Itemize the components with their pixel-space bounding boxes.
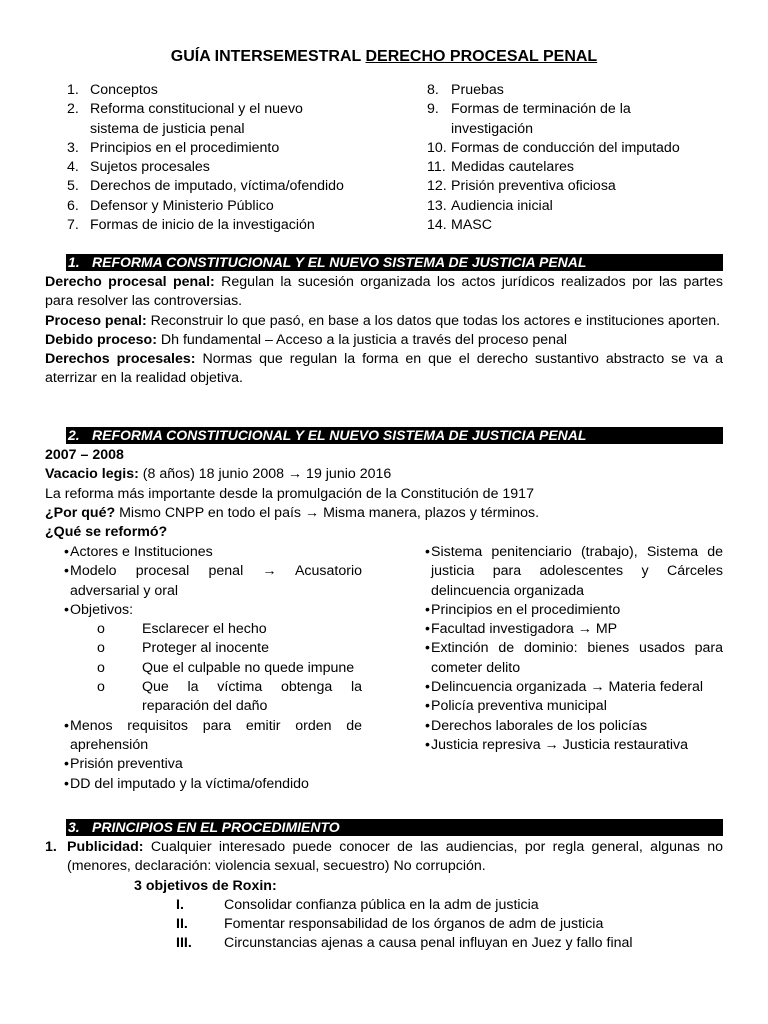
section-3-body (45, 838, 723, 954)
what-reformed: ¿Qué se reformó? (45, 524, 168, 541)
section-2-intro (45, 446, 723, 542)
vacatio: Vacacio legis: (8 años) 18 junio 2008 → 19 junio 2016 (45, 466, 392, 483)
definition: Derechos procesales: Normas que regulan la forma en que el derecho sustantivo abstracto se va a aterrizar en la realidad objetiva. (45, 351, 723, 387)
roman-item: I. Consolidar confianza pública en la adm de justicia (176, 896, 539, 913)
list-item: • Menos requisitos para emitir orden de aprehensión (64, 717, 362, 753)
toc-item: 13. Audiencia inicial (427, 197, 553, 214)
list-item: • Modelo procesal penal → Acusatorio adversarial y oral (64, 563, 362, 599)
reform-list-left (45, 543, 362, 794)
toc-item: 2. Reforma constitucional y el nuevo sistema de justicia penal (67, 101, 303, 137)
list-item: • Extinción de dominio: bienes usados para cometer delito (425, 640, 723, 676)
toc-item: 3. Principios en el procedimiento (67, 139, 280, 156)
toc-item: 1. Conceptos (67, 82, 158, 98)
section-2-heading: 2. REFORMA CONSTITUCIONAL Y EL NUEVO SISTEMA DE JUSTICIA PENAL (66, 427, 723, 444)
why: ¿Por qué? Mismo CNPP en todo el país → Misma manera, plazos y términos. (45, 504, 540, 521)
toc-right (427, 81, 727, 235)
toc-item: 6. Defensor y Ministerio Público (67, 197, 274, 214)
toc-item: 9. Formas de terminación de la investigación (427, 101, 631, 137)
reform-note: La reforma más importante desde la promulgación de la Constitución de 1917 (45, 485, 534, 502)
list-item: • Prisión preventiva (64, 756, 183, 773)
sub-item: o Que el culpable no quede impune (97, 659, 355, 676)
list-item: • Objetivos: (64, 601, 134, 618)
reform-list-right (406, 543, 723, 755)
toc-item: 8. Pruebas (427, 82, 504, 98)
principle-item: 1. Publicidad: Cualquier interesado puede conocer de las audiencias, por regla general, algunas no (menores, declaración: violencia sexual, secuestro) No corrupción. (45, 839, 723, 875)
section-1-heading: 1. REFORMA CONSTITUCIONAL Y EL NUEVO SISTEMA DE JUSTICIA PENAL (66, 254, 723, 271)
roxin-heading: 3 objetivos de Roxin: (134, 877, 277, 894)
years: 2007 – 2008 (45, 447, 124, 463)
roman-item: III. Circunstancias ajenas a causa penal influyan en Juez y fallo final (176, 935, 633, 952)
document-title: GUÍA INTERSEMESTRAL DERECHO PROCESAL PENAL (170, 48, 598, 65)
definition: Proceso penal: Reconstruir lo que pasó, en base a los datos que todas los actores e instituciones aporten. (45, 312, 721, 329)
list-item: • Justicia represiva → Justicia restaurativa (425, 736, 689, 753)
roman-item: II. Fomentar responsabilidad de los órganos de adm de justicia (176, 916, 604, 933)
list-item: • DD del imputado y la víctima/ofendido (64, 775, 309, 792)
toc-item: 7. Formas de inicio de la investigación (67, 217, 315, 234)
toc-left (67, 81, 397, 235)
list-item: • Derechos laborales de los policías (425, 717, 648, 734)
list-item: • Actores e Instituciones (64, 544, 213, 560)
sub-item: o Que la víctima obtenga la reparación del daño (97, 679, 362, 715)
list-item: • Sistema penitenciario (trabajo), Sistema de justicia para adolescentes y Cárceles delincuencia organizada (425, 544, 723, 599)
list-item: • Policía preventiva municipal (425, 698, 607, 715)
section-3-heading: 3. PRINCIPIOS EN EL PROCEDIMIENTO (66, 819, 723, 836)
sub-item: o Esclarecer el hecho (97, 621, 267, 638)
toc-item: 12. Prisión preventiva oficiosa (427, 178, 616, 195)
toc-item: 5. Derechos de imputado, víctima/ofendido (67, 178, 344, 195)
list-item: • Facultad investigadora → MP (425, 621, 618, 638)
list-item: • Principios en el procedimiento (425, 601, 621, 618)
section-1-body (45, 273, 723, 389)
toc-item: 11. Medidas cautelares (427, 159, 575, 176)
sub-item: o Proteger al inocente (97, 640, 269, 657)
definition: Derecho procesal penal: Regulan la sucesión organizada los actos jurídicos realizados por las partes para resolver las controversias. (45, 274, 723, 310)
toc-item: 4. Sujetos procesales (67, 159, 210, 176)
toc-item: 10. Formas de conducción del imputado (427, 139, 680, 156)
definition: Debido proceso: Dh fundamental – Acceso a la justicia a través del proceso penal (45, 331, 568, 348)
list-item: • Delincuencia organizada → Materia federal (425, 679, 704, 696)
toc-item: 14. MASC (427, 217, 492, 234)
